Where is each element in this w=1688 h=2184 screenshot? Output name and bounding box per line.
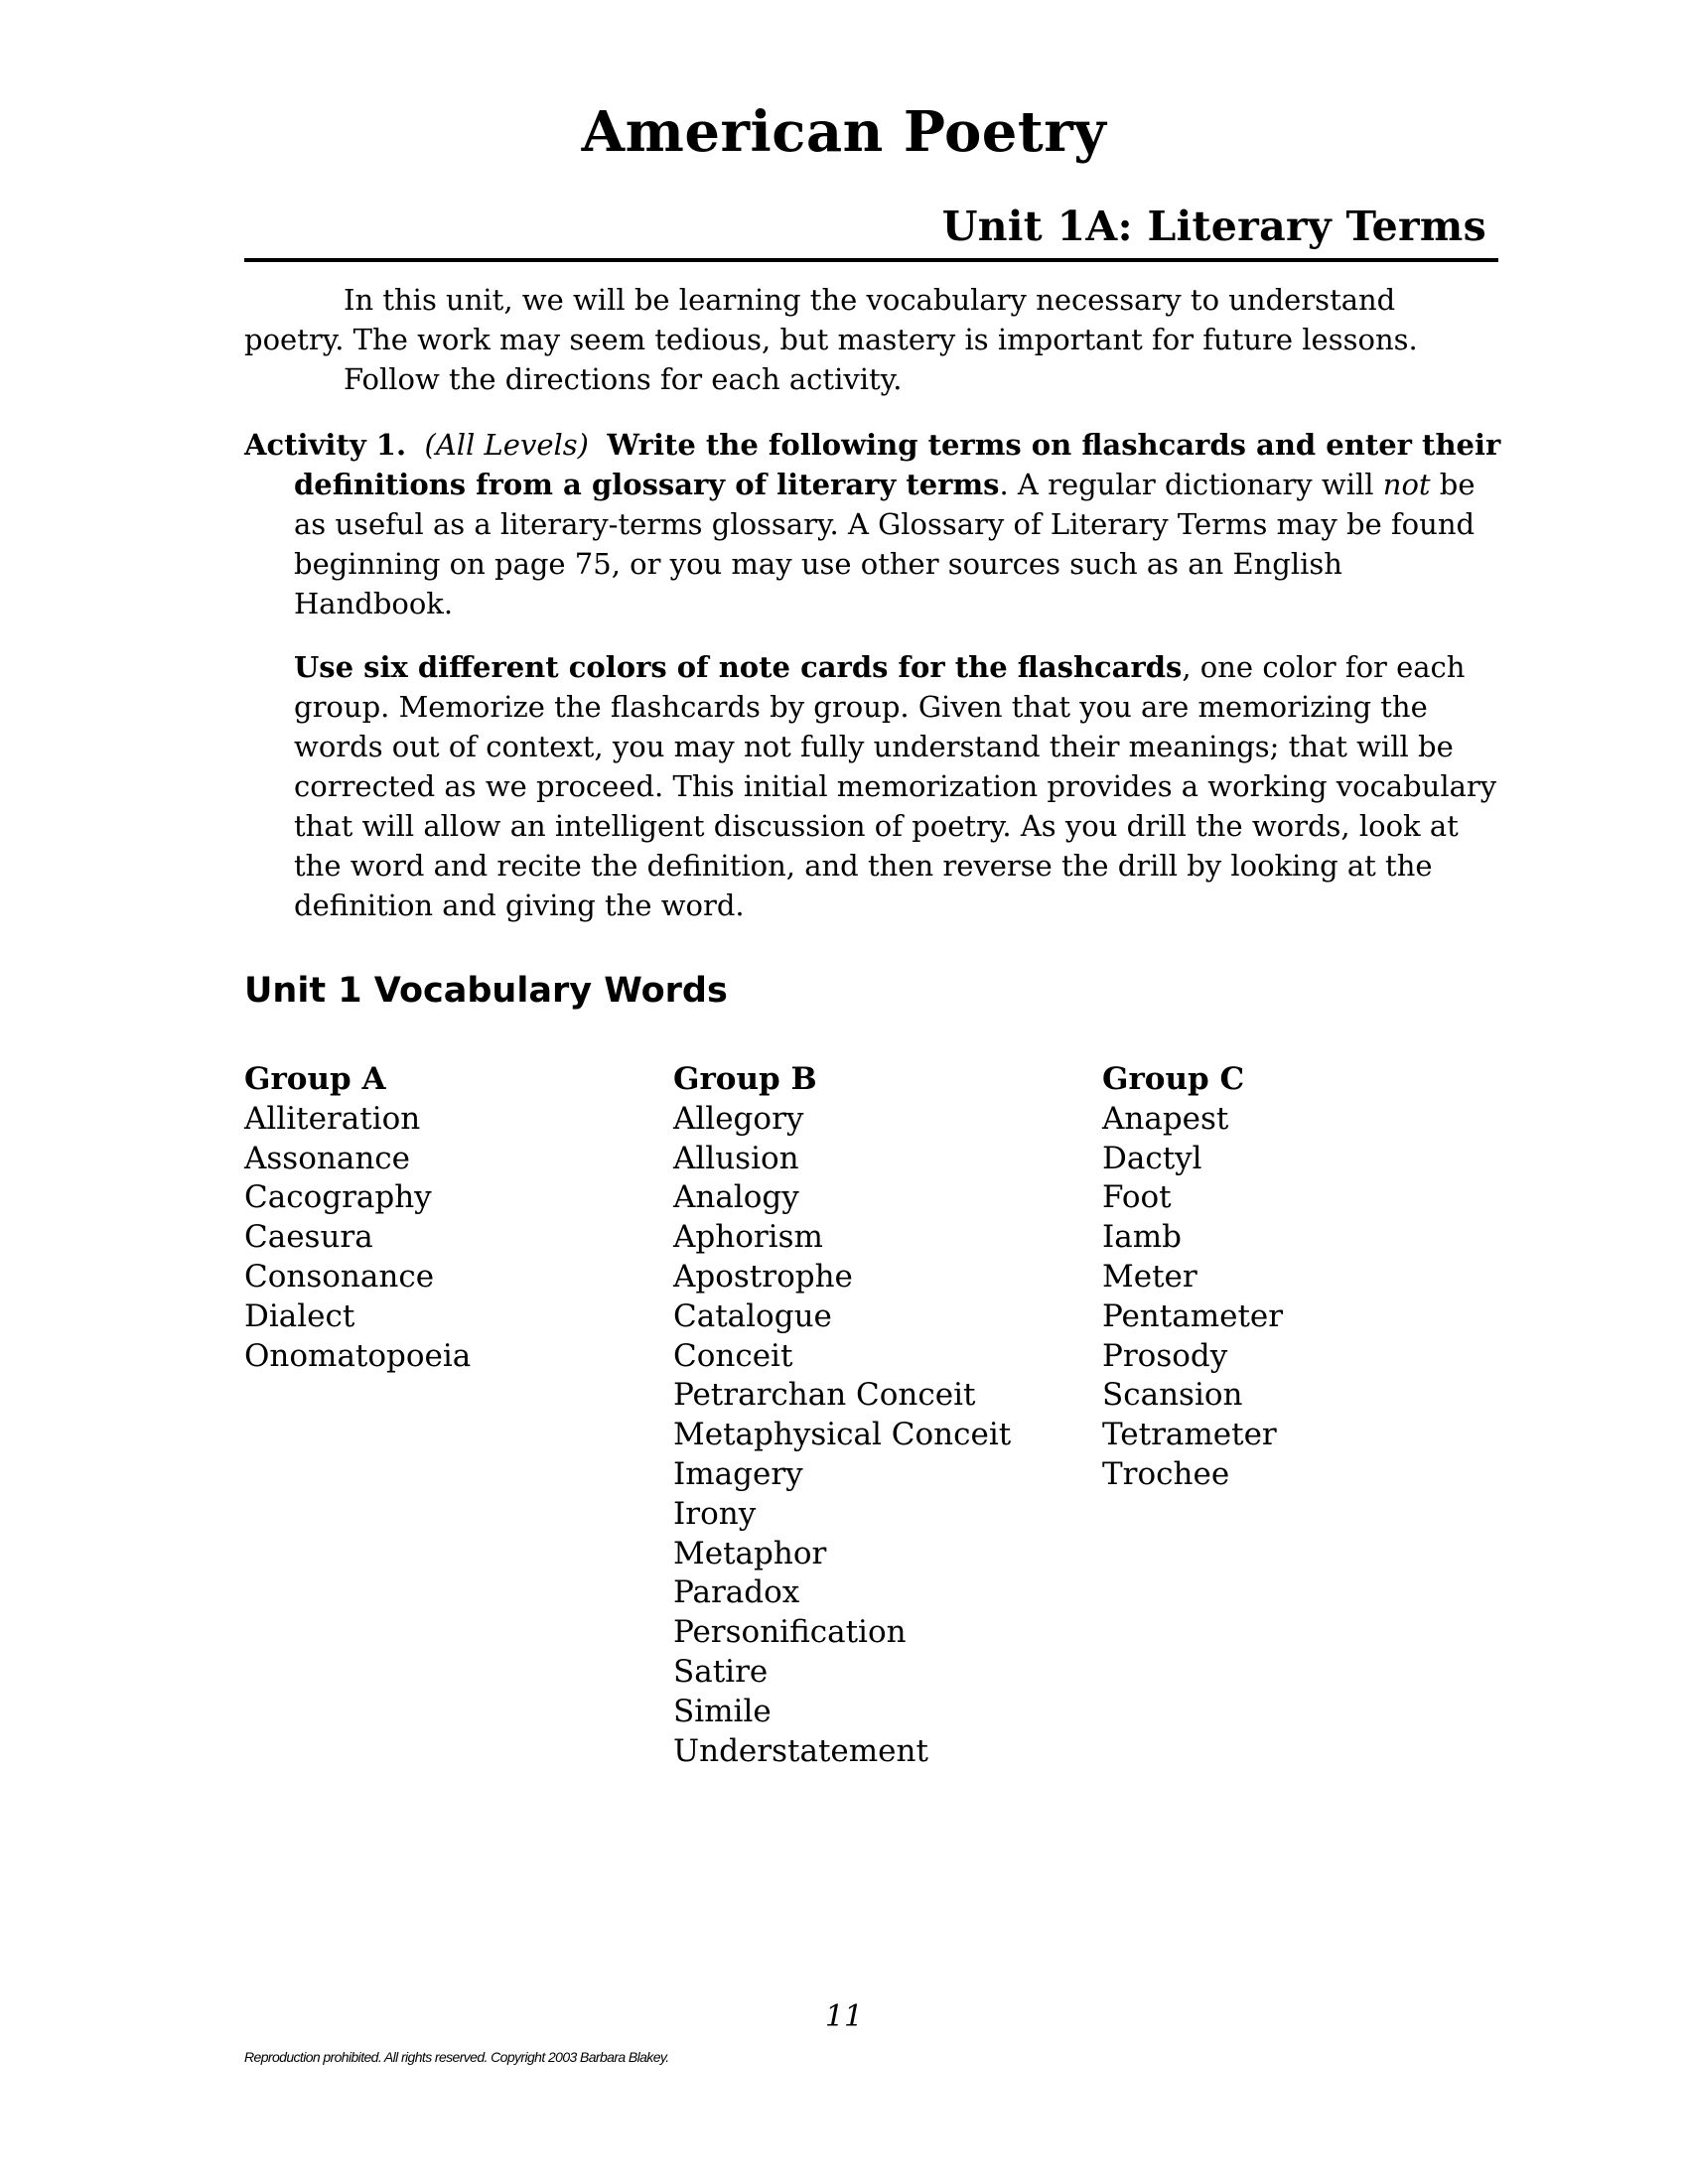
group-c-list [1102, 1060, 1283, 1495]
header-rule [244, 258, 1498, 262]
vocabulary-word: Imagery [673, 1455, 803, 1492]
vocabulary-word: Irony [673, 1495, 757, 1532]
vocabulary-word: Prosody [1102, 1337, 1228, 1374]
vocabulary-word: Scansion [1102, 1377, 1243, 1414]
vocabulary-word: Paradox [673, 1574, 800, 1611]
vocabulary-word: Trochee [1102, 1455, 1230, 1492]
vocabulary-word: Consonance [244, 1258, 435, 1295]
vocabulary-word: Analogy [673, 1179, 799, 1216]
vocabulary-word: Allusion [673, 1140, 799, 1176]
unit-title: Unit 1A: Literary Terms [941, 203, 1486, 250]
intro-line-1: In this unit, we will be learning the vocabulary necessary to understand [344, 283, 1396, 317]
page-number: 11 [824, 1999, 864, 2034]
vocabulary-heading: Unit 1 Vocabulary Words [244, 971, 728, 1011]
vocabulary-word: Cacography [244, 1179, 432, 1216]
vocabulary-word: Allegory [673, 1100, 804, 1137]
vocabulary-word: Tetrameter [1102, 1417, 1277, 1453]
vocabulary-word: Simile [673, 1693, 772, 1729]
page-title: American Poetry [581, 99, 1107, 165]
activity-text-1: . A regular dictionary will [999, 468, 1383, 501]
group-title: Group B [673, 1061, 817, 1097]
activity-label: Activity 1. [244, 428, 407, 462]
instructions-lead: Use six different colors of note cards for the flashcards [294, 650, 1183, 684]
vocabulary-word: Iamb [1102, 1219, 1182, 1256]
vocabulary-word: Aphorism [673, 1219, 823, 1256]
intro-paragraph [244, 280, 1495, 399]
vocabulary-word: Dialect [244, 1297, 355, 1334]
vocabulary-word: Apostrophe [673, 1258, 853, 1295]
vocabulary-word: Catalogue [673, 1297, 832, 1334]
activity-1-paragraph [244, 425, 1505, 623]
vocabulary-word: Anapest [1102, 1100, 1229, 1137]
activity-emphasis: not [1382, 468, 1431, 501]
intro-line-2: poetry. The work may seem tedious, but mastery is important for future lessons. [244, 323, 1418, 356]
vocabulary-word: Dactyl [1102, 1140, 1202, 1176]
vocabulary-word: Caesura [244, 1219, 373, 1256]
group-title: Group C [1102, 1061, 1245, 1097]
vocabulary-word: Satire [673, 1653, 769, 1690]
vocabulary-word: Understatement [673, 1732, 928, 1769]
vocabulary-word: Pentameter [1102, 1297, 1284, 1334]
group-a-list [244, 1060, 471, 1376]
copyright-notice: Reproduction prohibited. All rights reserved. Copyright 2003 Barbara Blakey. [244, 2049, 669, 2065]
flashcard-instructions [294, 647, 1497, 925]
vocabulary-word: Petrarchan Conceit [673, 1377, 976, 1414]
group-title: Group A [244, 1061, 386, 1097]
vocabulary-word: Conceit [673, 1337, 793, 1374]
vocabulary-word: Alliteration [244, 1100, 421, 1137]
activity-text-2: be as useful as a literary-terms glossary. A Glossary of Literary Terms may be found beginning on page 75, or you may use other sources such as an English Handbook. [294, 468, 1476, 620]
vocabulary-word: Meter [1102, 1258, 1197, 1295]
vocabulary-word: Metaphor [673, 1535, 827, 1571]
activity-directions: Write the following terms on flashcards and enter their definitions from a glossary of literary terms [294, 428, 1501, 501]
vocabulary-word: Foot [1102, 1179, 1172, 1216]
intro-line-3: Follow the directions for each activity. [344, 362, 903, 396]
vocabulary-word: Personification [673, 1614, 907, 1651]
group-b-list [673, 1060, 1011, 1771]
instructions-text: , one color for each group. Memorize the flashcards by group. Given that you are memorizing the words out of context, you may not fully understand their meanings; that will be corrected as we proceed. This initial memorization provides a working vocabulary that will allow an intelligent discussion of poetry. As you drill the words, look at the word and recite the definition, and then reverse the drill by looking at the definition and giving the word. [294, 650, 1497, 922]
vocabulary-word: Onomatopoeia [244, 1337, 472, 1374]
vocabulary-word: Metaphysical Conceit [673, 1417, 1012, 1453]
vocabulary-word: Assonance [244, 1140, 410, 1176]
activity-level: (All Levels) [424, 428, 589, 462]
